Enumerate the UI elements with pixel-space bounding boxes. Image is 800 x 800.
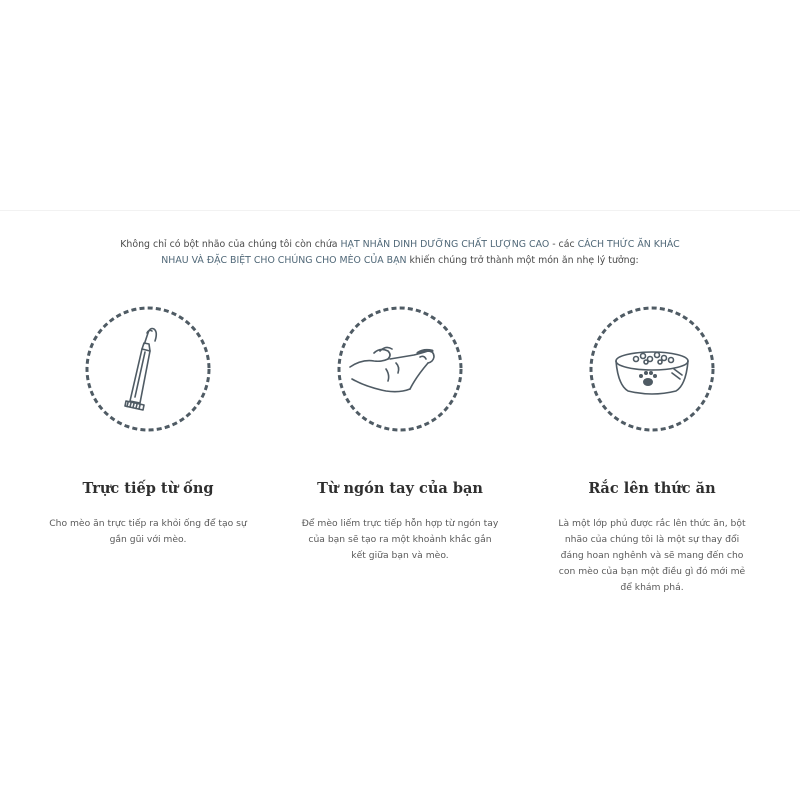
feature-tube [33, 305, 263, 548]
feature-description: Cho mèo ăn trực tiếp ra khỏi ống để tạo sự gần gũi với mèo. [49, 518, 247, 545]
intro-part-1: Không chỉ có bột nhão của chúng tôi còn chứa [120, 239, 341, 251]
feature-description: Để mèo liếm trực tiếp hỗn hợp từ ngón tay của bạn sẽ tạo ra một khoảnh khắc gắn kết giữa bạn và mèo. [301, 518, 499, 561]
finger-icon [336, 305, 464, 433]
intro-part-3: khiến chúng trở thành một món ăn nhẹ lý tưởng: [406, 255, 639, 267]
intro-highlight-1: HẠT NHÂN DINH DƯỠNG CHẤT LƯỢNG CAO [340, 239, 550, 251]
food-bowl-icon [588, 305, 716, 433]
feature-description: Là một lớp phủ được rắc lên thức ăn, bột nhão của chúng tôi là một sự thay đổi đáng hoan nghênh và sẽ mang đến cho con mèo của bạn một điều gì đó mới mẻ để khám phá. [558, 518, 746, 593]
feature-title: Trực tiếp từ ống [82, 480, 214, 497]
intro-text [120, 237, 680, 269]
feature-bowl [537, 305, 767, 596]
tube-icon [84, 305, 212, 433]
intro-part-2: - các [549, 239, 578, 251]
feature-title: Từ ngón tay của bạn [317, 480, 483, 497]
intro-highlight-2: CÁCH THỨC ĂN KHÁC NHAU VÀ ĐẶC BIỆT CHO CHÚNG CHO MÈO CỦA BẠN [161, 239, 680, 267]
feature-title: Rắc lên thức ăn [588, 480, 716, 497]
feature-finger [285, 305, 515, 564]
